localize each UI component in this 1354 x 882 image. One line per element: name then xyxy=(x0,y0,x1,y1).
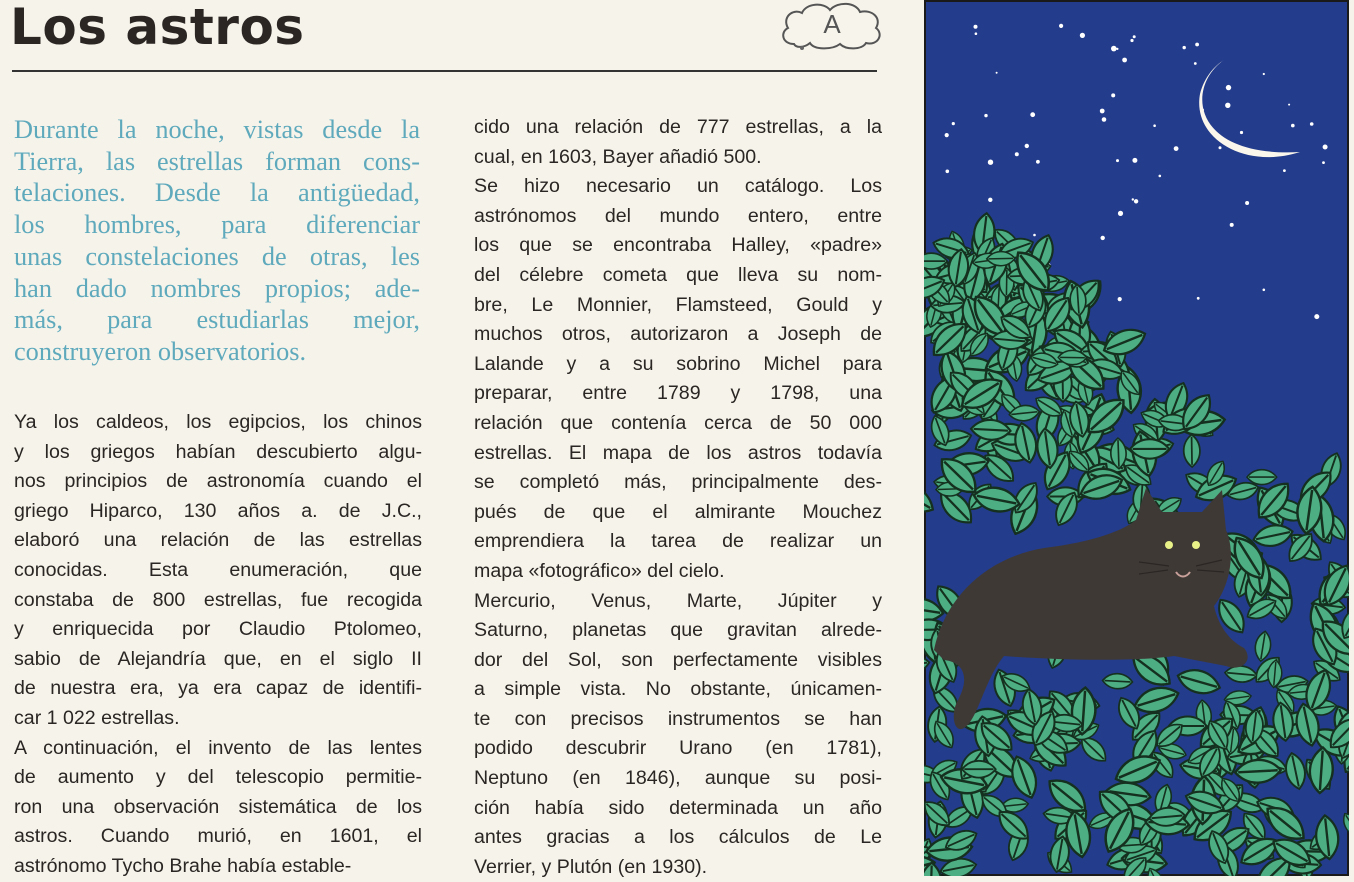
star-icon xyxy=(1226,85,1231,90)
star-icon xyxy=(1080,33,1085,38)
text-line: elaboró una relación de las estrellas xyxy=(14,526,422,556)
cat-eye-right xyxy=(1192,541,1200,549)
star-icon xyxy=(1130,39,1133,42)
leaf-icon xyxy=(1130,439,1169,459)
star-icon xyxy=(975,32,978,35)
paragraph xyxy=(474,113,882,172)
paragraph xyxy=(14,408,422,734)
text-line: te con precisos instrumentos se han xyxy=(474,705,882,735)
text-line: preparar, entre 1789 y 1798, una xyxy=(474,379,882,409)
star-icon xyxy=(1102,117,1107,122)
star-icon xyxy=(1116,48,1118,50)
star-icon xyxy=(1025,144,1029,148)
text-column-left xyxy=(14,408,422,882)
intro-line: unas constelaciones de otras, les xyxy=(14,241,420,273)
text-line: astrónomos del mundo entero, entre xyxy=(474,202,882,232)
star-icon xyxy=(974,25,978,29)
star-icon xyxy=(1283,169,1286,172)
text-line: y los griegos habían descubierto algu- xyxy=(14,438,422,468)
star-icon xyxy=(1230,223,1234,227)
paragraph xyxy=(14,734,422,882)
star-icon xyxy=(1116,159,1119,162)
title-rule xyxy=(12,70,877,72)
text-line: a simple vista. No obstante, únicamen- xyxy=(474,675,882,705)
text-line: astros. Cuando murió, en 1601, el xyxy=(14,822,422,852)
star-icon xyxy=(1263,289,1266,292)
text-line: A continuación, el invento de las lentes xyxy=(14,734,422,764)
text-line: Lalande y a su sobrino Michel para xyxy=(474,350,882,380)
text-line: Mercurio, Venus, Marte, Júpiter y xyxy=(474,587,882,617)
intro-line: Durante la noche, vistas desde la xyxy=(14,114,420,146)
text-line: relación que contenía cerca de 50 000 xyxy=(474,409,882,439)
text-line: muchos otros, autorizaron a Joseph de xyxy=(474,320,882,350)
star-icon xyxy=(1134,199,1138,203)
text-column-right xyxy=(474,113,882,882)
text-line: ron una observación sistemática de los xyxy=(14,793,422,823)
text-line: Verrier, y Plutón (en 1930). xyxy=(474,853,882,882)
star-icon xyxy=(1195,43,1199,47)
star-icon xyxy=(945,133,949,137)
star-icon xyxy=(1118,211,1123,216)
text-line: del célebre cometa que lleva su nom- xyxy=(474,261,882,291)
cloud-badge-icon xyxy=(776,0,888,52)
intro-line: han dado nombres propios; ade- xyxy=(14,273,420,305)
star-icon xyxy=(988,160,993,165)
text-line: estrellas. El mapa de los astros todavía xyxy=(474,439,882,469)
star-icon xyxy=(1111,46,1117,52)
star-icon xyxy=(1133,35,1136,38)
star-icon xyxy=(1322,161,1325,164)
intro-line: telaciones. Desde la antigüedad, xyxy=(14,177,420,209)
star-icon xyxy=(1159,175,1162,178)
page-title: Los astros xyxy=(10,0,305,56)
star-icon xyxy=(1015,152,1019,156)
text-line: Se hizo necesario un catálogo. Los xyxy=(474,172,882,202)
star-icon xyxy=(1263,73,1265,75)
star-icon xyxy=(1314,314,1319,319)
text-line: bre, Le Monnier, Flamsteed, Gould y xyxy=(474,291,882,321)
star-icon xyxy=(1033,234,1036,237)
star-icon xyxy=(1153,124,1156,127)
text-line: podido descubrir Urano (en 1781), xyxy=(474,734,882,764)
text-line: pués de que el almirante Mouchez xyxy=(474,498,882,528)
night-cat-illustration xyxy=(924,0,1349,876)
text-line: cido una relación de 777 estrellas, a la xyxy=(474,113,882,143)
star-icon xyxy=(1132,158,1137,163)
text-line: astrónomo Tycho Brahe había estable- xyxy=(14,852,422,882)
paragraph xyxy=(474,587,882,882)
text-line: conocidas. Esta enumeración, que xyxy=(14,556,422,586)
leaf-icon xyxy=(1247,470,1277,485)
star-icon xyxy=(1118,297,1122,301)
text-line: ción había sido determinada un año xyxy=(474,794,882,824)
text-line: antes gracias a los cálculos de Le xyxy=(474,823,882,853)
star-icon xyxy=(1183,46,1186,49)
text-line: nos principios de astronomía cuando el xyxy=(14,467,422,497)
intro-line: construyeron observatorios. xyxy=(14,336,420,368)
text-line: mapa «fotográfico» del cielo. xyxy=(474,557,882,587)
text-line: y enriquecida por Claudio Ptolomeo, xyxy=(14,615,422,645)
leaf-icon xyxy=(962,761,996,778)
text-line: se completó más, principalmente des- xyxy=(474,468,882,498)
badge-letter: A xyxy=(823,9,841,39)
star-icon xyxy=(1245,201,1249,205)
star-icon xyxy=(1101,236,1105,240)
cat-eye-left xyxy=(1165,541,1173,549)
star-icon xyxy=(1036,160,1040,164)
star-icon xyxy=(952,122,955,125)
star-icon xyxy=(1174,146,1179,151)
star-icon xyxy=(1194,62,1197,65)
star-icon xyxy=(1323,145,1328,150)
text-line: Ya los caldeos, los egipcios, los chinos xyxy=(14,408,422,438)
text-line: car 1 022 estrellas. xyxy=(14,704,422,734)
text-line: Neptuno (en 1846), aunque su posi- xyxy=(474,764,882,794)
intro-paragraph xyxy=(14,114,420,368)
star-icon xyxy=(1132,198,1134,200)
text-line: constaba de 800 estrellas, fue recogida xyxy=(14,586,422,616)
text-line: cual, en 1603, Bayer añadió 500. xyxy=(474,143,882,173)
text-line: de nuestra era, ya era capaz de identifi- xyxy=(14,674,422,704)
star-icon xyxy=(1219,146,1222,149)
star-icon xyxy=(1111,93,1115,97)
text-line: sabio de Alejandría que, en el siglo II xyxy=(14,645,422,675)
star-icon xyxy=(1030,112,1035,117)
text-line: griego Hiparco, 130 años a. de J.C., xyxy=(14,497,422,527)
star-icon xyxy=(946,170,950,174)
intro-line: Tierra, las estrellas forman cons- xyxy=(14,146,420,178)
text-line: dor del Sol, son perfectamente visibles xyxy=(474,646,882,676)
text-line: emprendiera la tarea de realizar un xyxy=(474,527,882,557)
star-icon xyxy=(988,198,992,202)
paragraph xyxy=(474,172,882,586)
star-icon xyxy=(1291,124,1295,128)
star-icon xyxy=(1225,103,1230,108)
star-icon xyxy=(1100,109,1105,114)
star-icon xyxy=(1240,131,1243,134)
star-icon xyxy=(996,72,998,74)
text-line: de aumento y del telescopio permitie- xyxy=(14,763,422,793)
star-icon xyxy=(1310,122,1314,126)
intro-line: más, para estudiarlas mejor, xyxy=(14,304,420,336)
star-icon xyxy=(1197,297,1200,300)
text-line: los que se encontraba Halley, «padre» xyxy=(474,231,882,261)
text-line: Saturno, planetas que gravitan alrede- xyxy=(474,616,882,646)
star-icon xyxy=(1288,104,1290,106)
intro-line: los hombres, para diferenciar xyxy=(14,209,420,241)
star-icon xyxy=(984,114,987,117)
star-icon xyxy=(1059,24,1063,28)
star-icon xyxy=(1122,58,1127,63)
